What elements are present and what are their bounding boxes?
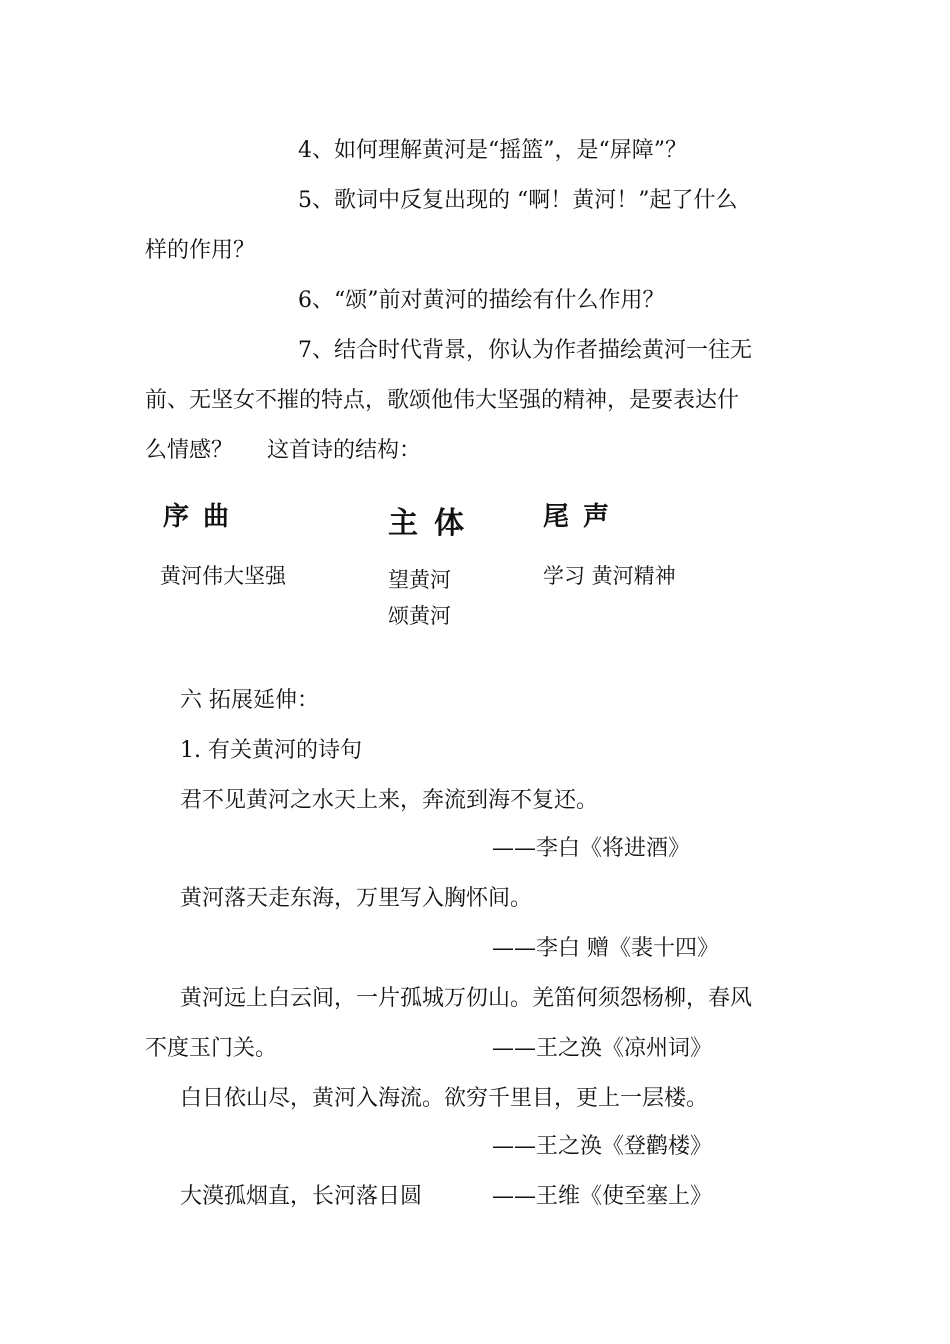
structure-body-content-1: 望黄河 — [388, 568, 451, 592]
poem-line-1: 君不见黄河之水天上来，奔流到海不复还。 — [180, 788, 599, 813]
structure-intro: 这首诗的结构： — [267, 438, 422, 463]
question-6: 6、“颂”前对黄河的描绘有什么作用？ — [298, 288, 665, 313]
question-5-continued: 样的作用？ — [145, 238, 256, 263]
poem-source-4: ——王之涣《登鹳楼》 — [492, 1134, 713, 1159]
poem-source-1: ——李白《将进酒》 — [492, 836, 691, 861]
structure-body-content-2: 颂黄河 — [388, 604, 451, 628]
section-subheading: 1. 有关黄河的诗句 — [180, 738, 362, 763]
structure-prelude-title: 序曲 — [163, 502, 244, 532]
question-5: 5、歌词中反复出现的 “啊！黄河！”起了什么 — [298, 188, 738, 213]
structure-prelude-content: 黄河伟大坚强 — [160, 564, 286, 588]
question-7-continued: 前、无坚女不摧的特点，歌颂他伟大坚强的精神，是要表达什 — [145, 388, 740, 413]
poem-line-3: 黄河远上白云间，一片孤城万仞山。羌笛何须怨杨柳，春风 — [180, 986, 753, 1011]
poem-line-4: 白日依山尽，黄河入海流。欲穷千里目，更上一层楼。 — [180, 1086, 709, 1111]
structure-coda-title: 尾声 — [543, 502, 624, 532]
question-7-continued-2: 么情感？ 这首诗的结构： — [145, 438, 422, 463]
poem-source-3: ——王之涣《凉州词》 — [492, 1036, 713, 1061]
poem-line-2: 黄河落天走东海，万里写入胸怀间。 — [180, 886, 533, 911]
poem-line-3-continued: 不度玉门关。 — [145, 1036, 278, 1061]
structure-body-title: 主体 — [388, 506, 480, 541]
poem-source-2: ——李白 赠《裴十四》 — [492, 936, 719, 961]
section-heading: 六 拓展延伸： — [180, 688, 319, 713]
question-7: 7、结合时代背景，你认为作者描绘黄河一往无 — [298, 338, 753, 363]
poem-source-5: ——王维《使至塞上》 — [492, 1184, 713, 1209]
structure-coda-content: 学习 黄河精神 — [543, 564, 676, 588]
question-4: 4、如何理解黄河是“摇篮”，是“屏障”？ — [298, 138, 687, 163]
poem-line-5: 大漠孤烟直，长河落日圆 — [180, 1184, 423, 1209]
